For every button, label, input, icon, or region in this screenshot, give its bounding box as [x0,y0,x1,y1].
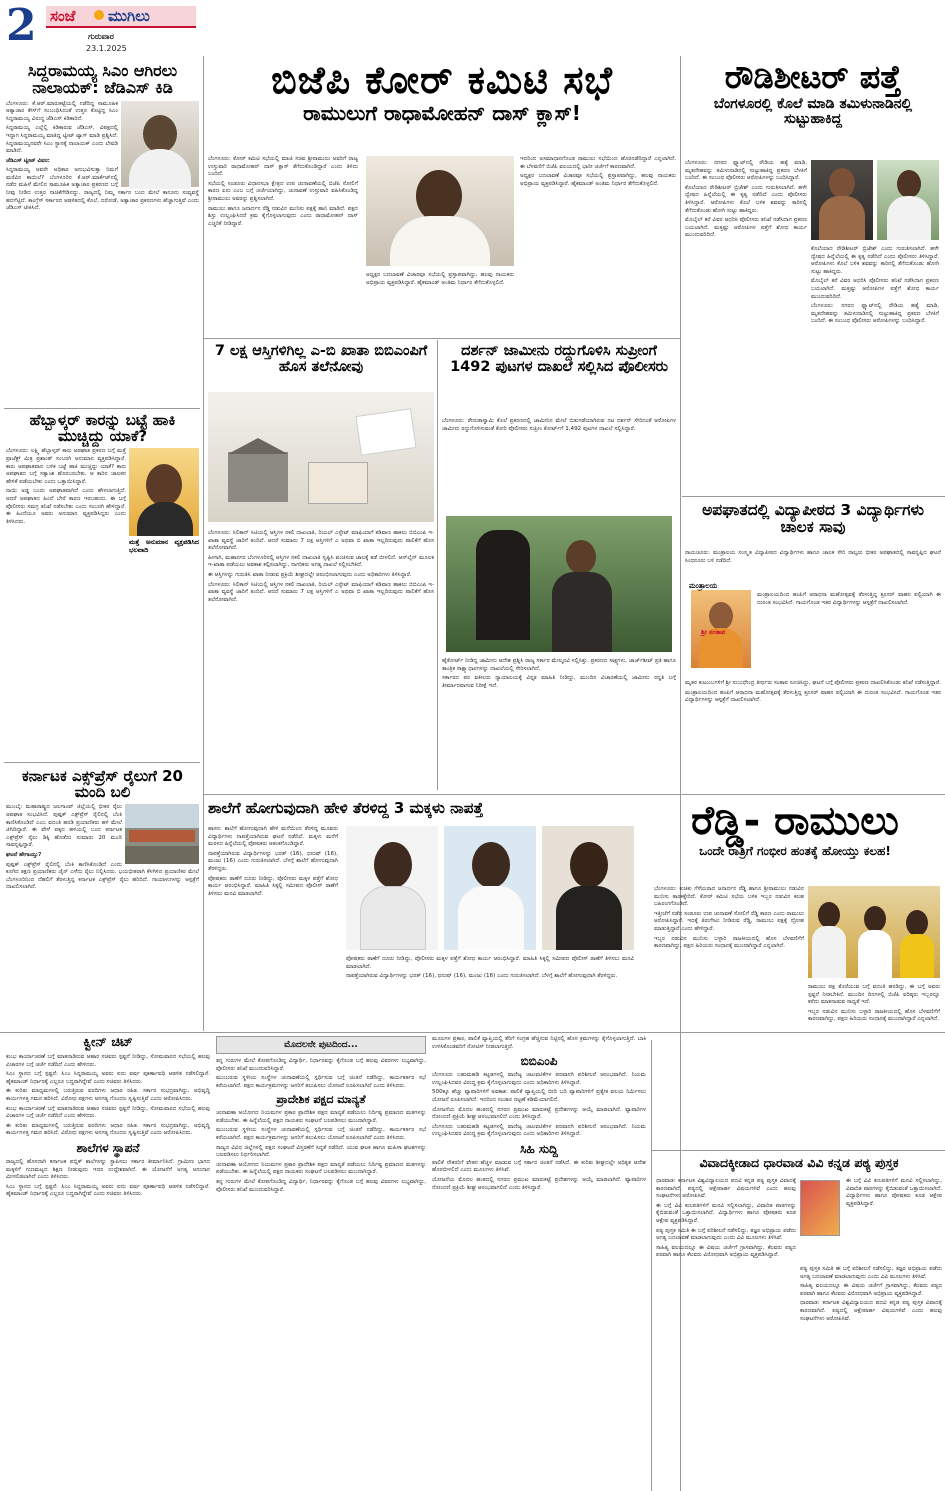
paragraph: ಬೆಂಗಳೂರು: ಸಿಲಿಕಾನ್ ಸಿಟಿಯಲ್ಲಿ ಆಸ್ತಿಗಳ ನಕಲಿ ದಾಖಲಾತಿ, ರಿಯಲ್ ಎಸ್ಟೇಟ್ ಮಾಫಿಯಾಗೆ ಕಡಿವಾಣ ಹಾಕಲು ಬಿಬಿಎಂಪಿ ಇ-ಖಾತಾ ವ್ಯವಸ್ಥೆ ಜಾರಿಗೆ ತಂದಿದೆ. ಆದರೆ ಸುಮಾರು 7 ಲಕ್ಷ ಆಸ್ತಿಗಳಿಗೆ ಎ ಅಥವಾ ಬಿ ಖಾತಾ ಇಲ್ಲದಿರುವುದು ಪಾಲಿಕೆಗೆ ಹೊಸ ತಲೆನೋವಾಗಿದೆ. [208,581,434,603]
paragraph: ಕುಂಭ ಕಾರ್ಯಾಚರಣೆ ಬಗ್ಗೆ ಮಾತನಾಡಿರುವ ಆಹಾರ ಸಚಿವರು ಸ್ಪಷ್ಟನೆ ನೀಡಿದ್ದು, ಸೋಮವಾರದ ಸಭೆಯಲ್ಲಿ ಹಲವು ವಿಚಾರಗಳ ಬಗ್ಗೆ ಚರ್ಚೆ ನಡೆದಿದೆ ಎಂದು ಹೇಳಿದರು. [6,1054,210,1068]
article-bbmp [432,1036,646,1491]
reddy-ramulu-photo [808,886,940,978]
paragraph: ಪಠ್ಯ ಪುಸ್ತಕ ಸಮಿತಿ ಈ ಬಗ್ಗೆ ಪರಿಶೀಲನೆ ನಡೆಸಲಿದ್ದು, ತಜ್ಞರ ಅಭಿಪ್ರಾಯ ಪಡೆದು ಅಗತ್ಯ ಬದಲಾವಣೆ ಮಾಡಲಾಗುವುದು ಎಂದು ವಿವಿ ಮೂಲಗಳು ತಿಳಿಸಿವೆ. [800,1266,942,1280]
paragraph: ಮುಂಬರುವ ಸ್ಥಳೀಯ ಸಂಸ್ಥೆಗಳ ಚುನಾವಣೆಯಲ್ಲಿ ಸ್ಪರ್ಧಿಸುವ ಬಗ್ಗೆ ಚಿಂತನೆ ನಡೆದಿದ್ದು, ಕಾರ್ಯಕರ್ತರ ಸಭೆ ಕರೆಯಲಾಗಿದೆ. ಪಕ್ಷದ ಕಾರ್ಯಕ್ರಮಗಳನ್ನು ಜನರಿಗೆ ತಲುಪಿಸಲು ಯೋಜನೆ ರೂಪಿಸಲಾಗಿದೆ ಎಂದು ತಿಳಿಸಿದರು. [216,1127,426,1142]
paragraph: ಹಾಸನ: ಶಾಲೆಗೆ ಹೋಗುವುದಾಗಿ ಹೇಳಿ ಮನೆಯಿಂದ ತೆರಳಿದ್ದ ಮೂವರು ವಿದ್ಯಾರ್ಥಿಗಳು ನಾಪತ್ತೆಯಾಗಿರುವ ಘಟನೆ ನಡೆದಿದೆ. ಮಕ್ಕಳು ಮನೆಗೆ ಮರಳದ ಹಿನ್ನೆಲೆಯಲ್ಲಿ ಪೋಷಕರು ಆತಂಕಗೊಂಡಿದ್ದಾರೆ. [208,826,338,848]
paragraph: ರಾಮುಲು ಹಾಗೂ ಜನಾರ್ದನ ರೆಡ್ಡಿ ನಡುವಿನ ಮುನಿಸು ಪಕ್ಷಕ್ಕೆ ಹಾನಿ ಮಾಡಿದೆ. ಪಕ್ಷದ ಶಿಸ್ತು ಉಲ್ಲಂಘಿಸಿದರೆ ಕ್ರಮ ಕೈಗೊಳ್ಳಲಾಗುವುದು ಎಂದು ರಾಧಾಮೋಹನ್ ದಾಸ್ ಎಚ್ಚರಿಕೆ ನೀಡಿದ್ದಾರೆ. [208,205,358,227]
photo-caption: ಮತ್ತೆ ಅನುಮಾನ ವ್ಯಕ್ತಪಡಿಸಿದ ಭಲವಾದಿ [129,538,199,555]
kid-photo-2 [444,826,536,950]
paragraph: ಕೊಲೆಯಾದ ರೌಡಿಶೀಟರ್ ಬ್ರಿಜೇಶ್ ಎಂದು ಗುರುತಿಸಲಾಗಿದೆ. ಹಳೇ ದ್ವೇಷದ ಹಿನ್ನೆಲೆಯಲ್ಲಿ ಈ ಕೃತ್ಯ ನಡೆದಿದೆ ಎಂದು ಪೊಲೀಸರು ತಿಳಿಸಿದ್ದಾರೆ. ಆರೋಪಿಗಳು ಕೊಲೆ ಬಳಿಕ ಶವವನ್ನು ಕಾರಿನಲ್ಲಿ ತೆಗೆದುಕೊಂಡು ಹೋಗಿ ಸುಟ್ಟು ಹಾಕಿದ್ದರು. [811,246,939,275]
subhead: ಸಿಹಿ ಸುದ್ದಿ [520,1141,558,1156]
paragraph: ಚುನಾವಣಾ ಆಯೋಗದ ನಿಯಮಗಳ ಪ್ರಕಾರ ಪ್ರಾದೇಶಿಕ ಪಕ್ಷದ ಮಾನ್ಯತೆ ಪಡೆಯಲು ನಿರ್ದಿಷ್ಟ ಪ್ರಮಾಣದ ಮತಗಳನ್ನು ಪಡೆಯಬೇಕು. ಈ ಹಿನ್ನೆಲೆಯಲ್ಲಿ ಪಕ್ಷದ ನಾಯಕರು ಸಂಘಟನೆ ಬಲಪಡಿಸಲು ಮುಂದಾಗಿದ್ದಾರೆ. [216,1161,426,1176]
paragraph: ಬೆಂಗಳೂರು: ಕೆ.ಆರ್.ಮಾರುಕಟ್ಟೆಯಲ್ಲಿ ನಡೆದಿದ್ದ ಸಾಮೂಹಿಕ ಅತ್ಯಾಚಾರ ಕೇಸ್‌ಗೆ ಸಂಬಂಧಿಸಿದಂತೆ ಉತ್ತರ ಕೊಟ್ಟಿದ್ದ ಸಿಎಂ ಸಿದ್ದರಾಮಯ್ಯ ವಿರುದ್ಧ ಜೆಡಿಎಸ್ ಕಿಡಿಕಾರಿದೆ. [6,100,118,122]
paragraph: ರಾಜ್ಯದಲ್ಲಿ ಹೊಸದಾಗಿ ಕರ್ನಾಟಕ ಪಬ್ಲಿಕ್ ಶಾಲೆಗಳನ್ನು ಸ್ಥಾಪಿಸಲು ಸರ್ಕಾರ ತೀರ್ಮಾನಿಸಿದೆ. ಗ್ರಾಮೀಣ ಭಾಗದ ಮಕ್ಕಳಿಗೆ ಗುಣಮಟ್ಟದ ಶಿಕ್ಷಣ ನೀಡುವುದು ಇದರ ಉದ್ದೇಶವಾಗಿದೆ. ಈ ಯೋಜನೆಗೆ ಅಗತ್ಯ ಅನುದಾನ ಮೀಸಲಿಡಲಾಗಿದೆ ಎಂದು ತಿಳಿಸಿದರು. [6,1158,210,1181]
headline: ಕರ್ನಾಟಕ ಎಕ್ಸ್‌ಪ್ರೆಸ್ ರೈಲುಗೆ 20 ಮಂದಿ ಬಲಿ [22,768,183,802]
article-train [6,768,199,1030]
paragraph: ಹೀಗಾಗಿ, ಮಹಾನಗರ ಬೆಂಗಳೂರಿನಲ್ಲಿ ಆಸ್ತಿಗಳ ನಕಲಿ ದಾಖಲಾತಿ ಸೃಷ್ಟಿಸಿ ವಂಚಿಸುವ ಜಾಲಕ್ಕೆ ತಡೆ ಬೀಳಲಿದೆ. ಆನ್‌ಲೈನ್ ಮೂಲಕ ಇ-ಖಾತಾ ಪಡೆಯಲು ಅವಕಾಶ ಕಲ್ಪಿಸಲಾಗಿದ್ದು, ನಾಗರಿಕರು ಅಗತ್ಯ ದಾಖಲೆ ಸಲ್ಲಿಸಬೇಕಿದೆ. [208,554,434,569]
accused-photo-1 [811,160,873,240]
paragraph: ಇಬ್ಬರ ನಡುವಿನ ಮುನಿಸು ಬಳ್ಳಾರಿ ರಾಜಕೀಯದಲ್ಲಿ ಹೊಸ ಬೆಳವಣಿಗೆಗೆ ಕಾರಣವಾಗಿದ್ದು, ಪಕ್ಷದ ಹಿರಿಯರು ಸಂಧಾನಕ್ಕೆ ಮುಂದಾಗಿದ್ದಾರೆ ಎನ್ನಲಾಗಿದೆ. [808,1008,940,1023]
weekday: ಗುರುವಾರ [88,32,114,41]
article-accident [685,502,941,792]
paragraph: ಮೃತರ ಕುಟುಂಬಗಳಿಗೆ ಶ್ರೀ ಸುಬುಧೇಂದ್ರ ತೀರ್ಥರು ಸಂತಾಪ ಸೂಚಿಸಿದ್ದು, ಘಟನೆ ಬಗ್ಗೆ ಪೊಲೀಸರು ಪ್ರಕರಣ ದಾಖಲಿಸಿಕೊಂಡು ತನಿಖೆ ನಡೆಸುತ್ತಿದ್ದಾರೆ. [685,680,941,686]
kid-photo-1 [346,826,438,950]
paragraph: ಪೋಷಕರು ಠಾಣೆಗೆ ದೂರು ನೀಡಿದ್ದು, ಪೊಲೀಸರು ಮಕ್ಕಳ ಪತ್ತೆಗೆ ಶೋಧ ಕಾರ್ಯ ಆರಂಭಿಸಿದ್ದಾರೆ. ಮಾಹಿತಿ ಸಿಕ್ಕಲ್ಲಿ ಸಮೀಪದ ಪೊಲೀಸ್ ಠಾಣೆಗೆ ತಿಳಿಸಲು ಮನವಿ ಮಾಡಲಾಗಿದೆ. [208,875,338,897]
paragraph: ಯೋಜನೆಯ ಮೊದಲ ಹಂತದಲ್ಲಿ ನಗರದ ಪ್ರಮುಖ ಮಾರುಕಟ್ಟೆ ಪ್ರದೇಶಗಳನ್ನು ಆಯ್ಕೆ ಮಾಡಲಾಗಿದೆ. ವ್ಯಾಪಾರಿಗಳ ನೋಂದಣಿ ಪ್ರಕ್ರಿಯೆ ಶೀಘ್ರ ಆರಂಭವಾಗಲಿದೆ ಎಂದು ತಿಳಿಸಿದ್ದಾರೆ. [432,1106,646,1121]
subhead: ಜೆಡಿಎಸ್ ಟ್ವೀಟ್ ವಿವರ: [6,157,50,164]
article-textbook [656,1156,942,1491]
paragraph: ಯೋಜನೆಯ ಮೊದಲ ಹಂತದಲ್ಲಿ ನಗರದ ಪ್ರಮುಖ ಮಾರುಕಟ್ಟೆ ಪ್ರದೇಶಗಳನ್ನು ಆಯ್ಕೆ ಮಾಡಲಾಗಿದೆ. ವ್ಯಾಪಾರಿಗಳ ನೋಂದಣಿ ಪ್ರಕ್ರಿಯೆ ಶೀಘ್ರ ಆರಂಭವಾಗಲಿದೆ ಎಂದು ತಿಳಿಸಿದ್ದಾರೆ. [432,1177,646,1191]
paragraph: ಪೋಷಕರು ಠಾಣೆಗೆ ದೂರು ನೀಡಿದ್ದು, ಪೊಲೀಸರು ಮಕ್ಕಳ ಪತ್ತೆಗೆ ಶೋಧ ಕಾರ್ಯ ಆರಂಭಿಸಿದ್ದಾರೆ. ಮಾಹಿತಿ ಸಿಕ್ಕಲ್ಲಿ ಸಮೀಪದ ಪೊಲೀಸ್ ಠಾಣೆಗೆ ತಿಳಿಸಲು ಮನವಿ ಮಾಡಲಾಗಿದೆ. [346,956,634,970]
paragraph: ಈ ಕುರಿತು ಮಾಧ್ಯಮಗಳಲ್ಲಿ ಬರುತ್ತಿರುವ ವರದಿಗಳು ಆಧಾರ ರಹಿತ. ಸರ್ಕಾರ ಸುಭದ್ರವಾಗಿದ್ದು, ಅಭಿವೃದ್ಧಿ ಕಾರ್ಯಗಳತ್ತ ಗಮನ ಹರಿಸಿದೆ. ವಿರೋಧ ಪಕ್ಷಗಳು ಅನಗತ್ಯ ಗೊಂದಲ ಸೃಷ್ಟಿಸುತ್ತಿವೆ ಎಂದು ಆರೋಪಿಸಿದರು. [6,1122,210,1137]
subheadline: ಬೆಂಗಳೂರಲ್ಲಿ ಕೊಲೆ ಮಾಡಿ ತಮಿಳುನಾಡಿನಲ್ಲಿ ಸುಟ್ಟುಹಾಕಿದ್ದ [713,95,913,127]
brand-name-left: ಸಂಜೆ [50,7,76,25]
subheadline: ಒಂದೇ ರಾತ್ರಿಗೆ ಗಂಭೀರ ಹಂತಕ್ಕೆ ಹೋಯ್ತು ಕಲಹ! [699,844,891,859]
paragraph: ಪಠ್ಯ ಪುಸ್ತಕ ಸಮಿತಿ ಈ ಬಗ್ಗೆ ಪರಿಶೀಲನೆ ನಡೆಸಲಿದ್ದು, ತಜ್ಞರ ಅಭಿಪ್ರಾಯ ಪಡೆದು ಅಗತ್ಯ ಬದಲಾವಣೆ ಮಾಡಲಾಗುವುದು ಎಂದು ವಿವಿ ಮೂಲಗಳು ತಿಳಿಸಿವೆ. [656,1227,796,1242]
paragraph: ರಾಮುಲು ಪಕ್ಷ ತೊರೆಯುವ ಬಗ್ಗೆ ವದಂತಿ ಹರಡಿದ್ದು, ಈ ಬಗ್ಗೆ ಅವರು ಸ್ಪಷ್ಟನೆ ನೀಡಬೇಕಿದೆ. ಮುಂದಿನ ದಿನಗಳಲ್ಲಿ ಬಿಜೆಪಿ ವರಿಷ್ಠರು ಇಬ್ಬರನ್ನೂ ಕರೆದು ಮಾತನಾಡುವ ಸಾಧ್ಯತೆ ಇದೆ. [808,984,940,1006]
paragraph: ಬೆಂಗಳೂರು: ರೇಣುಕಾಸ್ವಾಮಿ ಕೊಲೆ ಪ್ರಕರಣದಲ್ಲಿ ಜಾಮೀನಿನ ಮೇಲೆ ಬಿಡುಗಡೆಯಾಗಿರುವ ನಟ ದರ್ಶನ್ ಸೇರಿದಂತೆ ಆರೋಪಿಗಳ ಜಾಮೀನು ರದ್ದುಗೊಳಿಸುವಂತೆ ಕೋರಿ ಪೊಲೀಸರು ಸುಪ್ರೀಂ ಕೋರ್ಟ್‌ಗೆ 1,492 ಪುಟಗಳ ದಾಖಲೆ ಸಲ್ಲಿಸಿದ್ದಾರೆ. [442,418,676,432]
subhead: ಬಿಬಿಎಂಪಿ [520,1054,558,1069]
paragraph: 500ಕ್ಕೂ ಹೆಚ್ಚು ವ್ಯಾಪಾರಿಗಳಿಗೆ ಅವಕಾಶ: ಪಾಲಿಕೆ ವ್ಯಾಪ್ತಿಯಲ್ಲಿ ಬೀದಿ ಬದಿ ವ್ಯಾಪಾರಿಗಳಿಗೆ ಪ್ರತ್ಯೇಕ ವಲಯ ನಿರ್ಮಿಸಲು ಯೋಜನೆ ರೂಪಿಸಲಾಗಿದೆ. ಇದರಿಂದ ಸಂಚಾರ ದಟ್ಟಣೆ ಕಡಿಮೆಯಾಗಲಿದೆ. [432,1089,646,1103]
article-rowdy [685,60,941,492]
paragraph: ಸಾಹಿತ್ಯ ವಲಯದಲ್ಲೂ ಈ ವಿಷಯ ಚರ್ಚೆಗೆ ಗ್ರಾಸವಾಗಿದ್ದು, ಕೆಲವರು ಪಠ್ಯದ ಪರವಾಗಿ ಹಾಗೂ ಕೆಲವರು ವಿರೋಧವಾಗಿ ಅಭಿಪ್ರಾಯ ವ್ಯಕ್ತಪಡಿಸಿದ್ದಾರೆ. [800,1283,942,1297]
paragraph: ಮೂಲಗಳ ಪ್ರಕಾರ, ಪಾಲಿಕೆ ವ್ಯಾಪ್ತಿಯಲ್ಲಿ ತೆರಿಗೆ ಸಂಗ್ರಹ ಹೆಚ್ಚಿಸುವ ನಿಟ್ಟಿನಲ್ಲಿ ಹೊಸ ಕ್ರಮಗಳನ್ನು ಕೈಗೊಳ್ಳಲಾಗುತ್ತಿದೆ. ಬಾಕಿ ಉಳಿಸಿಕೊಂಡವರಿಗೆ ನೋಟಿಸ್ ನೀಡಲಾಗುತ್ತಿದೆ. [432,1036,646,1050]
darshan-photo [446,516,672,652]
sun-icon [94,10,104,20]
sriramulu-photo [366,156,514,266]
subhead: ಪ್ರಾದೇಶಿಕ ಪಕ್ಷದ ಮಾನ್ಯತೆ [276,1093,366,1107]
paragraph: ಬೆಂಗಳೂರು: ನಗರದ ಫ್ಲ್ಯಾಟ್‌ನಲ್ಲಿ ರೌಡಿಯ ಹತ್ಯೆ ಮಾಡಿ, ಮೃತದೇಹವನ್ನು ತಮಿಳುನಾಡಿನಲ್ಲಿ ಸುಟ್ಟುಹಾಕಿದ್ದ ಪ್ರಕರಣ ಬೆಳಕಿಗೆ ಬಂದಿದೆ. ಈ ಸಂಬಂಧ ಪೊಲೀಸರು ಆರೋಪಿಗಳನ್ನು ಬಂಧಿಸಿದ್ದಾರೆ. [685,160,807,182]
paragraph: ಈ ಆಸ್ತಿಗಳನ್ನು ಗುರುತಿಸಿ ಖಾತಾ ನೀಡುವ ಪ್ರಕ್ರಿಯೆ ಶೀಘ್ರದಲ್ಲೇ ಆರಂಭಿಸಲಾಗುವುದು ಎಂದು ಅಧಿಕಾರಿಗಳು ತಿಳಿಸಿದ್ದಾರೆ. [208,571,412,578]
paragraph: ಬೆಂಗಳೂರು: ನಗರದ ಫ್ಲ್ಯಾಟ್‌ನಲ್ಲಿ ರೌಡಿಯ ಹತ್ಯೆ ಮಾಡಿ, ಮೃತದೇಹವನ್ನು ತಮಿಳುನಾಡಿನಲ್ಲಿ ಸುಟ್ಟುಹಾಕಿದ್ದ ಪ್ರಕರಣ ಬೆಳಕಿಗೆ ಬಂದಿದೆ. ಈ ಸಂಬಂಧ ಪೊಲೀಸರು ಆರೋಪಿಗಳನ್ನು ಬಂಧಿಸಿದ್ದಾರೆ. [811,303,939,325]
headline: 7 ಲಕ್ಷ ಆಸ್ತಿಗಳಿಗಿಲ್ಲ ಎ-ಬಿ ಖಾತಾ ಬಿಬಿಎಂಪಿಗೆ ಹೊಸ ತಲೆನೋವು [214,344,428,375]
headline: ವಿವಾದಕ್ಕೀಡಾದ ಧಾರವಾಡ ವಿವಿ ಕನ್ನಡ ಪಠ್ಯ ಪುಸ್ತಕ [699,1156,899,1170]
paragraph: ಬೆಂಗಳೂರು: ಲಕ್ಷ್ಮಿ ಹೆಬ್ಬಾಳ್ಕರ್ ಕಾರು ಅಪಘಾತ ಪ್ರಕರಣ ಬಗ್ಗೆ ಮತ್ತೆ ಪ್ರಾಜೆಕ್ಟ್ ಮಿತ್ರ ಪ್ರಶಾಂತ್ ಸಂಬರಗಿ ಅನುಮಾನ ವ್ಯಕ್ತಪಡಿಸಿದ್ದಾರೆ. ಕಾರು ಅಪಘಾತವಾದ ಬಳಿಕ ಬಟ್ಟೆ ಹಾಕಿ ಮುಚ್ಚಿದ್ದು ಯಾಕೆ? ಕಾರು ಅಪಘಾತದ ಬಗ್ಗೆ ಸತ್ಯಾಂಶ ಹೊರಬರಬೇಕು. ಆ ಕಾರಿನ ಚಾಲಕನ ಹೇಳಿಕೆ ಪಡೆಯಬೇಕು ಎಂದು ಒತ್ತಾಯಿಸಿದ್ದಾರೆ. [6,448,126,485]
kid-photo-3 [542,826,634,950]
paragraph: ನಾಪತ್ತೆಯಾಗಿರುವ ವಿದ್ಯಾರ್ಥಿಗಳನ್ನು ಭರತ್ (16), ಧನುಷ್ (16), ಮಂಜು (16) ಎಂದು ಗುರುತಿಸಲಾಗಿದೆ. ಬೆಳಗ್ಗೆ ಶಾಲೆಗೆ ಹೋಗುವುದಾಗಿ ತೆರಳಿದ್ದರು. [346,973,618,980]
paragraph: ಸಿಎಂ ಸ್ಥಾನದ ಬಗ್ಗೆ ಸ್ಪಷ್ಟನೆ: ಸಿಎಂ ಸಿದ್ದರಾಮಯ್ಯ ಅವರು ಐದು ವರ್ಷ ಪೂರ್ಣಾವಧಿ ಆಡಳಿತ ನಡೆಸಲಿದ್ದಾರೆ. ಹೈಕಮಾಂಡ್ ನಿರ್ಧಾರಕ್ಕೆ ಎಲ್ಲರೂ ಬದ್ಧರಾಗಿದ್ದೇವೆ ಎಂದು ಸಚಿವರು ತಿಳಿಸಿದರು. [6,1183,210,1198]
headline: ಶಾಲೆಗೆ ಹೋಗುವುದಾಗಿ ಹೇಳಿ ತೆರಳಿದ್ದ 3 ಮಕ್ಕಳು ನಾಪತ್ತೆ [208,800,484,817]
paragraph: ಮೊಬೈಲ್ ಕರೆ ವಿವರ ಆಧರಿಸಿ ಪೊಲೀಸರು ತನಿಖೆ ನಡೆಸಿದಾಗ ಪ್ರಕರಣ ಬಯಲಾಗಿದೆ. ಮತ್ತಷ್ಟು ಆರೋಪಿಗಳ ಪತ್ತೆಗೆ ಶೋಧ ಕಾರ್ಯ ಮುಂದುವರಿದಿದೆ. [811,278,939,300]
paragraph: ಪುಷ್ಪಕ್ ಎಕ್ಸ್‌ಪ್ರೆಸ್ ರೈಲಿನಲ್ಲಿ ಬೆಂಕಿ ಕಾಣಿಸಿಕೊಂಡಿದೆ ಎಂದು ಕೂಗಿದ ತಕ್ಷಣ ಪ್ರಯಾಣಿಕರು ಚೈನ್ ಎಳೆದು ರೈಲು ನಿಲ್ಲಿಸಿದರು. ಭಯಭೀತರಾಗಿ ಕೆಳಗಿಳಿದ ಪ್ರಯಾಣಿಕರ ಮೇಲೆ ಬೆಂಗಳೂರಿನಿಂದ ದೆಹಲಿಗೆ ತೆರಳುತ್ತಿದ್ದ ಕರ್ನಾಟಕ ಎಕ್ಸ್‌ಪ್ರೆಸ್ ರೈಲು ಹರಿದಿದೆ. ಗಾಯಾಳುಗಳನ್ನು ಆಸ್ಪತ್ರೆಗೆ ದಾಖಲಿಸಲಾಗಿದೆ. [6,861,199,891]
paragraph: ಧಾರವಾಡ: ಕರ್ನಾಟಕ ವಿಶ್ವವಿದ್ಯಾಲಯದ ಪದವಿ ಕನ್ನಡ ಪಠ್ಯ ಪುಸ್ತಕ ವಿವಾದಕ್ಕೆ ಕಾರಣವಾಗಿದೆ. ಪಠ್ಯದಲ್ಲಿ ಆಕ್ಷೇಪಾರ್ಹ ವಿಷಯಗಳಿವೆ ಎಂದು ಹಲವು ಸಂಘಟನೆಗಳು ಆರೋಪಿಸಿವೆ. [800,1300,942,1322]
headline: ಸಿದ್ದರಾಮಯ್ಯ ಸಿಎಂ ಆಗಿರಲು ನಾಲಾಯಕ್: ಜೆಡಿಎಸ್ ಕಿಡಿ [27,62,178,98]
paragraph: ಪಾಲಿಕೆ ನೌಕರರಿಗೆ ವೇತನ ಹೆಚ್ಚಳ ಮಾಡುವ ಬಗ್ಗೆ ಸರ್ಕಾರ ಚಿಂತನೆ ನಡೆಸಿದೆ. ಈ ಕುರಿತು ಶೀಘ್ರದಲ್ಲೇ ಅಧಿಕೃತ ಆದೇಶ ಹೊರಬೀಳಲಿದೆ ಎಂದು ಮೂಲಗಳು ತಿಳಿಸಿವೆ. [432,1159,646,1174]
paragraph: ಸಿದ್ದರಾಮಯ್ಯ ಎಲ್ಲೆಲ್ಲಿ ಕಿಡಿಕಾರುವ ಜೆಡಿಎಸ್, ವಿಪಕ್ಷದಲ್ಲಿ ಇದ್ದಾಗ ಸಿದ್ದರಾಮಯ್ಯ ಮಾತಿದ್ದ ಟ್ವೀಟ್ ಟ್ಯಾಗ್ ಮಾಡಿ ಪ್ರಶ್ನಿಸಿದೆ. ಸಿದ್ದರಾಮಯ್ಯನವರೇ ಸಿಎಂ ಸ್ಥಾನಕ್ಕೆ ನಾಲಾಯಕ್ ಎಂದು ಲೇವಡಿ ಮಾಡಿದೆ. [6,125,118,155]
brand-name-right: ಮುಗಿಲು [108,7,150,25]
article-darshan [442,344,676,790]
paragraph: ಕುಂಭ ಕಾರ್ಯಾಚರಣೆ ಬಗ್ಗೆ ಮಾತನಾಡಿರುವ ಆಹಾರ ಸಚಿವರು ಸ್ಪಷ್ಟನೆ ನೀಡಿದ್ದು, ಸೋಮವಾರದ ಸಭೆಯಲ್ಲಿ ಹಲವು ವಿಚಾರಗಳ ಬಗ್ಗೆ ಚರ್ಚೆ ನಡೆದಿದೆ ಎಂದು ಹೇಳಿದರು. [6,1105,210,1120]
subhead: ಶಾಲೆಗಳ ಸ್ಥಾಪನೆ [76,1140,140,1155]
paragraph: ಸಭೆಯಲ್ಲಿ ಸಂಡೂರು ವಿಧಾನಸಭಾ ಕ್ಷೇತ್ರದ ಉಪ ಚುನಾವಣೆಯಲ್ಲಿ ಬಿಜೆಪಿ ಸೋಲಿಗೆ ಕಾರಣ ಏನು ಎಂಬ ಬಗ್ಗೆ ಚರ್ಚೆಯಾಗಿದ್ದು, ಚುನಾವಣೆ ಉಸ್ತುವಾರಿ ವಹಿಸಿಕೊಂಡಿದ್ದ ಶ್ರೀರಾಮುಲು ಅವರನ್ನು ಪ್ರಶ್ನಿಸಲಾಗಿದೆ. [208,180,358,202]
paragraph: ಚುನಾವಣಾ ಆಯೋಗದ ನಿಯಮಗಳ ಪ್ರಕಾರ ಪ್ರಾದೇಶಿಕ ಪಕ್ಷದ ಮಾನ್ಯತೆ ಪಡೆಯಲು ನಿರ್ದಿಷ್ಟ ಪ್ರಮಾಣದ ಮತಗಳನ್ನು ಪಡೆಯಬೇಕು. ಈ ಹಿನ್ನೆಲೆಯಲ್ಲಿ ಪಕ್ಷದ ನಾಯಕರು ಸಂಘಟನೆ ಬಲಪಡಿಸಲು ಮುಂದಾಗಿದ್ದಾರೆ. [216,1110,426,1124]
masthead [0,0,200,56]
continued-banner: ಮೊದಲನೇ ಪುಟದಿಂದ... [216,1036,426,1054]
paragraph: ರಾಜ್ಯದ ವಿವಿಧ ಜಿಲ್ಲೆಗಳಲ್ಲಿ ಪಕ್ಷದ ಸಂಘಟನೆ ವಿಸ್ತರಣೆಗೆ ಸಿದ್ಧತೆ ನಡೆದಿದೆ. ಯುವ ಘಟಕ ಹಾಗೂ ಮಹಿಳಾ ಘಟಕಗಳನ್ನು ಬಲಪಡಿಸಲು ನಿರ್ಧರಿಸಲಾಗಿದೆ. [216,1144,426,1159]
paragraph: ಇಬ್ಬರ ನಡುವಿನ ಮುನಿಸು ಬಳ್ಳಾರಿ ರಾಜಕೀಯದಲ್ಲಿ ಹೊಸ ಬೆಳವಣಿಗೆಗೆ ಕಾರಣವಾಗಿದ್ದು, ಪಕ್ಷದ ಹಿರಿಯರು ಸಂಧಾನಕ್ಕೆ ಮುಂದಾಗಿದ್ದಾರೆ ಎನ್ನಲಾಗಿದೆ. [654,935,804,950]
article-jds [6,62,199,412]
paragraph: ನಾಯಿ ಅಡ್ಡ ಬಂದು ಅಪಘಾತವಾಗಿದೆ ಎಂದು ಹೇಳಲಾಗುತ್ತಿದೆ. ಆದರೆ ಅಪಘಾತದ ಹಿಂದೆ ಬೇರೆ ಕಾರಣ ಇರಬಹುದು. ಈ ಬಗ್ಗೆ ಪೊಲೀಸರು ಸಮಗ್ರ ತನಿಖೆ ನಡೆಸಬೇಕು ಎಂದು ಸಂಬರಗಿ ಹೇಳಿದ್ದಾರೆ. ಈ ಹಿಂದೆಯೂ ಅವರು ಅನುಮಾನ ವ್ಯಕ್ತಪಡಿಸಿದ್ದರು ಎಂದು ತಿಳಿಸಿದರು. [6,488,126,525]
paragraph: ಈ ಬಗ್ಗೆ ವಿವಿ ಕುಲಪತಿಗಳಿಗೆ ಮನವಿ ಸಲ್ಲಿಸಲಾಗಿದ್ದು, ವಿವಾದಿತ ಪಾಠಗಳನ್ನು ಕೈಬಿಡುವಂತೆ ಒತ್ತಾಯಿಸಲಾಗಿದೆ. ವಿದ್ಯಾರ್ಥಿಗಳು ಹಾಗೂ ಪೋಷಕರು ಕೂಡ ಆಕ್ಷೇಪ ವ್ಯಕ್ತಪಡಿಸಿದ್ದಾರೆ. [846,1178,942,1207]
paragraph: ಬೆಂಗಳೂರು: ಕೋರ್ ಕಮಿಟಿ ಸಭೆಯಲ್ಲಿ ಮಾಜಿ ಸಚಿವ ಶ್ರೀರಾಮುಲು ಅವರಿಗೆ ರಾಜ್ಯ ಉಸ್ತುವಾರಿ ರಾಧಾಮೋಹನ್ ದಾಸ್ ಕ್ಲಾಸ್ ತೆಗೆದುಕೊಂಡಿದ್ದಾರೆ ಎಂದು ತಿಳಿದು ಬಂದಿದೆ. [208,156,358,178]
paragraph: ಮುಂಬರುವ ಸ್ಥಳೀಯ ಸಂಸ್ಥೆಗಳ ಚುನಾವಣೆಯಲ್ಲಿ ಸ್ಪರ್ಧಿಸುವ ಬಗ್ಗೆ ಚಿಂತನೆ ನಡೆದಿದ್ದು, ಕಾರ್ಯಕರ್ತರ ಸಭೆ ಕರೆಯಲಾಗಿದೆ. ಪಕ್ಷದ ಕಾರ್ಯಕ್ರಮಗಳನ್ನು ಜನರಿಗೆ ತಲುಪಿಸಲು ಯೋಜನೆ ರೂಪಿಸಲಾಗಿದೆ ಎಂದು ತಿಳಿಸಿದರು. [216,1075,426,1089]
headline: ರೆಡ್ಡಿ- ರಾಮುಲು [691,800,899,844]
subhead: ಘಟನೆ ಹೇಗಾಯ್ತು? [6,851,42,858]
paragraph: ಬೆಂಗಳೂರು: ಸಿಲಿಕಾನ್ ಸಿಟಿಯಲ್ಲಿ ಆಸ್ತಿಗಳ ನಕಲಿ ದಾಖಲಾತಿ, ರಿಯಲ್ ಎಸ್ಟೇಟ್ ಮಾಫಿಯಾಗೆ ಕಡಿವಾಣ ಹಾಕಲು ಬಿಬಿಎಂಪಿ ಇ-ಖಾತಾ ವ್ಯವಸ್ಥೆ ಜಾರಿಗೆ ತಂದಿದೆ. ಆದರೆ ಸುಮಾರು 7 ಲಕ್ಷ ಆಸ್ತಿಗಳಿಗೆ ಎ ಅಥವಾ ಬಿ ಖಾತಾ ಇಲ್ಲದಿರುವುದು ಪಾಲಿಕೆಗೆ ಹೊಸ ತಲೆನೋವಾಗಿದೆ. [208,530,434,552]
brand-logo [46,6,196,28]
article-bjp-core [208,60,676,336]
paragraph: ಮುಂಬೈ: ಮಹಾರಾಷ್ಟ್ರದ ಜಲಗಾಂವ್ ಜಿಲ್ಲೆಯಲ್ಲಿ ಭೀಕರ ರೈಲು ಅಪಘಾತ ಸಂಭವಿಸಿದೆ. ಪುಷ್ಪಕ್ ಎಕ್ಸ್‌ಪ್ರೆಸ್ ರೈಲಿನಲ್ಲಿ ಬೆಂಕಿ ಕಾಣಿಸಿಕೊಂಡಿದೆ ಎಂಬ ವದಂತಿ ಹರಡಿ ಪ್ರಯಾಣಿಕರು ಹಳಿ ಮೇಲೆ ಜಿಗಿದಿದ್ದಾರೆ. ಈ ವೇಳೆ ಪಕ್ಕದ ಹಳಿಯಲ್ಲಿ ಬಂದ ಕರ್ನಾಟಕ ಎಕ್ಸ್‌ಪ್ರೆಸ್ ರೈಲು ಡಿಕ್ಕಿ ಹೊಡೆದು ಸುಮಾರು 20 ಮಂದಿ ಸಾವನ್ನಪ್ಪಿದ್ದಾರೆ. [6,804,122,849]
photo-caption-place: ಮಂತ್ರಾಲಯ [689,582,718,590]
paragraph: ಈ ಬಗ್ಗೆ ವಿವಿ ಕುಲಪತಿಗಳಿಗೆ ಮನವಿ ಸಲ್ಲಿಸಲಾಗಿದ್ದು, ವಿವಾದಿತ ಪಾಠಗಳನ್ನು ಕೈಬಿಡುವಂತೆ ಒತ್ತಾಯಿಸಲಾಗಿದೆ. ವಿದ್ಯಾರ್ಥಿಗಳು ಹಾಗೂ ಪೋಷಕರು ಕೂಡ ಆಕ್ಷೇಪ ವ್ಯಕ್ತಪಡಿಸಿದ್ದಾರೆ. [656,1202,796,1224]
paragraph: ಇದರಿಂದ ಅಸಮಾಧಾನಗೊಂಡ ರಾಮುಲು ಸಭೆಯಿಂದ ಹೊರನಡೆದಿದ್ದಾರೆ ಎನ್ನಲಾಗಿದೆ. ಈ ಬೆಳವಣಿಗೆ ಬಿಜೆಪಿ ವಲಯದಲ್ಲಿ ಭಾರೀ ಚರ್ಚೆಗೆ ಕಾರಣವಾಗಿದೆ. [520,156,676,170]
khata-photo [208,392,434,522]
paragraph: ಸರ್ಕಾರದ ಪರ ವಕೀಲರು ನ್ಯಾಯಾಲಯಕ್ಕೆ ವಿಸ್ತೃತ ಮಾಹಿತಿ ನೀಡಿದ್ದು, ಮುಂದಿನ ವಿಚಾರಣೆಯಲ್ಲಿ ಜಾಮೀನು ರದ್ದತಿ ಬಗ್ಗೆ ತೀರ್ಮಾನವಾಗುವ ನಿರೀಕ್ಷೆ ಇದೆ. [442,675,676,689]
headline: ದರ್ಶನ್ ಜಾಮೀನು ರದ್ದುಗೊಳಿಸಿ ಸುಪ್ರೀಂಗೆ 1492 ಪುಟಗಳ ದಾಖಲೆ ಸಲ್ಲಿಸಿದ ಪೊಲೀಸರು [450,344,668,375]
paragraph: ಅಧ್ಯಕ್ಷರ ಬದಲಾವಣೆ ವಿಚಾರವೂ ಸಭೆಯಲ್ಲಿ ಪ್ರಸ್ತಾಪವಾಗಿದ್ದು, ಹಲವು ನಾಯಕರು ಅಭಿಪ್ರಾಯ ವ್ಯಕ್ತಪಡಿಸಿದ್ದಾರೆ. ಹೈಕಮಾಂಡ್ ಅಂತಿಮ ನಿರ್ಧಾರ ತೆಗೆದುಕೊಳ್ಳಲಿದೆ. [520,173,676,187]
paragraph: ಬೆಂಗಳೂರು ಬಹುಮಹಡಿ ಕಟ್ಟಡಗಳಲ್ಲಿ ವಾಣಿಜ್ಯ ಚಟುವಟಿಕೆಗಳ ಪರವಾನಗಿ ಪರಿಶೀಲನೆ ಆರಂಭವಾಗಿದೆ. ನಿಯಮ ಉಲ್ಲಂಘಿಸಿದವರ ವಿರುದ್ಧ ಕ್ರಮ ಕೈಗೊಳ್ಳಲಾಗುವುದು ಎಂದು ಅಧಿಕಾರಿಗಳು ತಿಳಿಸಿದ್ದಾರೆ. [432,1072,646,1086]
paragraph: ಸಿದ್ದರಾಮಯ್ಯ ಅವರೇ ಅಧಿಕಾರ ಅನುಭವಿಸುತ್ತಾ ನಿಮಗೆ ಮರೆವಿನ ಕಾಯಿಲೆ? ಬೆಂಗಳೂರಿನ ಕೆ.ಆರ್.ಮಾರ್ಕೆಟ್‌ನಲ್ಲಿ ನಡೆದ ಮಹಿಳೆ ಮೇಲಿನ ಸಾಮೂಹಿಕ ಅತ್ಯಾಚಾರ ಪ್ರಕರಣದ ಬಗ್ಗೆ ನೀವು ನೀಡಿದ ಉತ್ತರ ನಾಚಿಕೆಗೇಡಿನದ್ದು. ರಾಜ್ಯದಲ್ಲಿ ನಿಮ್ಮ ಸರ್ಕಾರ ಬಂದ ಮೇಲೆ ಕಾನೂನು ಸುವ್ಯವಸ್ಥೆ ಹದಗೆಟ್ಟಿದೆ. ಕಾಂಗ್ರೆಸ್ ಸರ್ಕಾರದ ಆಡಳಿತದಲ್ಲಿ ಕೊಲೆ, ದರೋಡೆ, ಅತ್ಯಾಚಾರ ಪ್ರಕರಣಗಳು ಹೆಚ್ಚಾಗುತ್ತಿವೆ ಎಂದು ಜೆಡಿಎಸ್ ಟೀಕಿಸಿದೆ. [6,167,199,212]
photo-caption-name: ಶ್ರೀ ಸಂತಾಪ [701,628,726,636]
train-photo [125,804,199,864]
article-continued [216,1036,426,1491]
paragraph: ಸಿಎಂ ಸ್ಥಾನದ ಬಗ್ಗೆ ಸ್ಪಷ್ಟನೆ: ಸಿಎಂ ಸಿದ್ದರಾಮಯ್ಯ ಅವರು ಐದು ವರ್ಷ ಪೂರ್ಣಾವಧಿ ಆಡಳಿತ ನಡೆಸಲಿದ್ದಾರೆ. ಹೈಕಮಾಂಡ್ ನಿರ್ಧಾರಕ್ಕೆ ಎಲ್ಲರೂ ಬದ್ಧರಾಗಿದ್ದೇವೆ ಎಂದು ಸಚಿವರು ತಿಳಿಸಿದರು. [6,1071,210,1085]
issue-date: 23.1.2025 [86,44,127,53]
headline: ಬಿಜೆಪಿ ಕೋರ್ ಕಮಿಟಿ ಸಭೆ [271,60,613,102]
paragraph: ಸಾಹಿತ್ಯ ವಲಯದಲ್ಲೂ ಈ ವಿಷಯ ಚರ್ಚೆಗೆ ಗ್ರಾಸವಾಗಿದ್ದು, ಕೆಲವರು ಪಠ್ಯದ ಪರವಾಗಿ ಹಾಗೂ ಕೆಲವರು ವಿರೋಧವಾಗಿ ಅಭಿಪ್ರಾಯ ವ್ಯಕ್ತಪಡಿಸಿದ್ದಾರೆ. [656,1244,796,1259]
siddaramaiah-photo [121,101,199,187]
paragraph: ಇತ್ತೀಚೆಗೆ ನಡೆದ ಸಂಡೂರು ಉಪ ಚುನಾವಣೆ ಸೋಲಿಗೆ ರೆಡ್ಡಿ ಕಾರಣ ಎಂದು ರಾಮುಲು ಆರೋಪಿಸಿದ್ದಾರೆ. ಇದಕ್ಕೆ ತಿರುಗೇಟು ನೀಡಿರುವ ರೆಡ್ಡಿ, ರಾಮುಲು ಪಕ್ಷಕ್ಕೆ ದ್ರೋಹ ಮಾಡುತ್ತಿದ್ದಾರೆ ಎಂದು ಹೇಳಿದ್ದಾರೆ. [654,910,804,932]
article-kids-missing [208,800,638,1030]
paragraph: ನಾಪತ್ತೆಯಾಗಿರುವ ವಿದ್ಯಾರ್ಥಿಗಳನ್ನು ಭರತ್ (16), ಧನುಷ್ (16), ಮಂಜು (16) ಎಂದು ಗುರುತಿಸಲಾಗಿದೆ. ಬೆಳಗ್ಗೆ ಶಾಲೆಗೆ ಹೋಗುವುದಾಗಿ ತೆರಳಿದ್ದರು. [208,850,338,872]
paragraph: ತನ್ನ ಗುರುಗಳ ಮೇಲೆ ಕೋಪಗೊಂಡಿದ್ದ ವಿದ್ಯಾರ್ಥಿ, ನಿರ್ಧಾರವನ್ನು ಕೈಗೊಂಡ ಬಗ್ಗೆ ಹಲವು ವಿವರಗಳು ಲಭ್ಯವಾಗಿದ್ದು, ಪೊಲೀಸರು ತನಿಖೆ ಮುಂದುವರಿಸಿದ್ದಾರೆ. [216,1179,426,1193]
article-reddy-ramulu [648,800,942,1148]
article-hebbalkar [6,412,199,758]
paragraph: ಬೆಂಗಳೂರು ಬಹುಮಹಡಿ ಕಟ್ಟಡಗಳಲ್ಲಿ ವಾಣಿಜ್ಯ ಚಟುವಟಿಕೆಗಳ ಪರವಾನಗಿ ಪರಿಶೀಲನೆ ಆರಂಭವಾಗಿದೆ. ನಿಯಮ ಉಲ್ಲಂಘಿಸಿದವರ ವಿರುದ್ಧ ಕ್ರಮ ಕೈಗೊಳ್ಳಲಾಗುವುದು ಎಂದು ಅಧಿಕಾರಿಗಳು ತಿಳಿಸಿದ್ದಾರೆ. [432,1123,646,1138]
paragraph: ರಾಯಚೂರು: ಮಂತ್ರಾಲಯ ಸಂಸ್ಕೃತ ವಿದ್ಯಾಪೀಠದ ವಿದ್ಯಾರ್ಥಿಗಳು ಹಾಗೂ ಚಾಲಕ ಸೇರಿ ನಾಲ್ವರು ಭೀಕರ ಅಪಘಾತದಲ್ಲಿ ಸಾವನ್ನಪ್ಪಿದ ಘಟನೆ ಸಿಂಧನೂರು ಬಳಿ ನಡೆದಿದೆ. [685,550,941,564]
paragraph: ಹೈಕೋರ್ಟ್ ನೀಡಿದ್ದ ಜಾಮೀನು ಆದೇಶ ಪ್ರಶ್ನಿಸಿ ರಾಜ್ಯ ಸರ್ಕಾರ ಮೇಲ್ಮನವಿ ಸಲ್ಲಿಸಿತ್ತು. ಪ್ರಕರಣದ ಸಾಕ್ಷ್ಯಗಳು, ಚಾರ್ಜ್‌ಶೀಟ್ ಪ್ರತಿ ಹಾಗೂ ತಾಂತ್ರಿಕ ಸಾಕ್ಷ್ಯಾಧಾರಗಳನ್ನು ದಾಖಲೆಯಲ್ಲಿ ಸೇರಿಸಲಾಗಿದೆ. [442,658,676,672]
headline: ಹೆಬ್ಬಾಳ್ಕರ್ ಕಾರನ್ನು ಬಟ್ಟೆ ಹಾಕಿ ಮುಚ್ಚಿದ್ದು ಯಾಕೆ? [29,412,176,446]
headline: ಕ್ವೀನ್ ಚಿಟ್ [83,1036,133,1050]
paragraph: ಮಂತ್ರಾಲಯದಿಂದ ಹಂಪಿಗೆ ಆರಾಧನಾ ಮಹೋತ್ಸವಕ್ಕೆ ತೆರಳುತ್ತಿದ್ದ ಕ್ರೂಸರ್ ವಾಹನ ಪಲ್ಟಿಯಾಗಿ ಈ ದುರಂತ ಸಂಭವಿಸಿದೆ. ಗಾಯಗೊಂಡ ಇತರ ವಿದ್ಯಾರ್ಥಿಗಳನ್ನು ಆಸ್ಪತ್ರೆಗೆ ದಾಖಲಿಸಲಾಗಿದೆ. [685,689,941,704]
accused-photo-2 [877,160,939,240]
page-number: 2 [6,0,37,51]
paragraph: ಧಾರವಾಡ: ಕರ್ನಾಟಕ ವಿಶ್ವವಿದ್ಯಾಲಯದ ಪದವಿ ಕನ್ನಡ ಪಠ್ಯ ಪುಸ್ತಕ ವಿವಾದಕ್ಕೆ ಕಾರಣವಾಗಿದೆ. ಪಠ್ಯದಲ್ಲಿ ಆಕ್ಷೇಪಾರ್ಹ ವಿಷಯಗಳಿವೆ ಎಂದು ಹಲವು ಸಂಘಟನೆಗಳು ಆರೋಪಿಸಿವೆ. [656,1178,796,1200]
paragraph: ಈ ಕುರಿತು ಮಾಧ್ಯಮಗಳಲ್ಲಿ ಬರುತ್ತಿರುವ ವರದಿಗಳು ಆಧಾರ ರಹಿತ. ಸರ್ಕಾರ ಸುಭದ್ರವಾಗಿದ್ದು, ಅಭಿವೃದ್ಧಿ ಕಾರ್ಯಗಳತ್ತ ಗಮನ ಹರಿಸಿದೆ. ವಿರೋಧ ಪಕ್ಷಗಳು ಅನಗತ್ಯ ಗೊಂದಲ ಸೃಷ್ಟಿಸುತ್ತಿವೆ ಎಂದು ಆರೋಪಿಸಿದರು. [6,1088,210,1102]
article-khata [208,344,434,790]
paragraph: ಮೊಬೈಲ್ ಕರೆ ವಿವರ ಆಧರಿಸಿ ಪೊಲೀಸರು ತನಿಖೆ ನಡೆಸಿದಾಗ ಪ್ರಕರಣ ಬಯಲಾಗಿದೆ. ಮತ್ತಷ್ಟು ಆರೋಪಿಗಳ ಪತ್ತೆಗೆ ಶೋಧ ಕಾರ್ಯ ಮುಂದುವರಿದಿದೆ. [685,217,807,239]
textbook-photo [800,1180,840,1236]
paragraph: ಕೊಲೆಯಾದ ರೌಡಿಶೀಟರ್ ಬ್ರಿಜೇಶ್ ಎಂದು ಗುರುತಿಸಲಾಗಿದೆ. ಹಳೇ ದ್ವೇಷದ ಹಿನ್ನೆಲೆಯಲ್ಲಿ ಈ ಕೃತ್ಯ ನಡೆದಿದೆ ಎಂದು ಪೊಲೀಸರು ತಿಳಿಸಿದ್ದಾರೆ. ಆರೋಪಿಗಳು ಕೊಲೆ ಬಳಿಕ ಶವವನ್ನು ಕಾರಿನಲ್ಲಿ ತೆಗೆದುಕೊಂಡು ಹೋಗಿ ಸುಟ್ಟು ಹಾಕಿದ್ದರು. [685,184,807,214]
paragraph: ಅಧ್ಯಕ್ಷರ ಬದಲಾವಣೆ ವಿಚಾರವೂ ಸಭೆಯಲ್ಲಿ ಪ್ರಸ್ತಾಪವಾಗಿದ್ದು, ಹಲವು ನಾಯಕರು ಅಭಿಪ್ರಾಯ ವ್ಯಕ್ತಪಡಿಸಿದ್ದಾರೆ. ಹೈಕಮಾಂಡ್ ಅಂತಿಮ ನಿರ್ಧಾರ ತೆಗೆದುಕೊಳ್ಳಲಿದೆ. [366,272,514,286]
headline: ರೌಡಿಶೀಟರ್ ಪತ್ತೆ [724,60,902,96]
subheadline: ರಾಮುಲುಗೆ ರಾಧಾಮೋಹನ್ ದಾಸ್ ಕ್ಲಾಸ್! [303,101,581,126]
article-queen-chit [6,1036,210,1491]
paragraph: ಮಂತ್ರಾಲಯದಿಂದ ಹಂಪಿಗೆ ಆರಾಧನಾ ಮಹೋತ್ಸವಕ್ಕೆ ತೆರಳುತ್ತಿದ್ದ ಕ್ರೂಸರ್ ವಾಹನ ಪಲ್ಟಿಯಾಗಿ ಈ ದುರಂತ ಸಂಭವಿಸಿದೆ. ಗಾಯಗೊಂಡ ಇತರ ವಿದ್ಯಾರ್ಥಿಗಳನ್ನು ಆಸ್ಪತ್ರೆಗೆ ದಾಖಲಿಸಲಾಗಿದೆ. [757,592,941,606]
sambaragi-photo [129,448,199,566]
paragraph: ಬೆಂಗಳೂರು: ಕುಚಿಕು ಗೆಳೆಯರಾದ ಜನಾರ್ದನ ರೆಡ್ಡಿ ಹಾಗೂ ಶ್ರೀರಾಮುಲು ನಡುವಿನ ಮುನಿಸು ತಾರಕಕ್ಕೇರಿದೆ. ಕೋರ್ ಕಮಿಟಿ ಸಭೆಯ ಬಳಿಕ ಇಬ್ಬರ ನಡುವಿನ ಕಲಹ ಬಹಿರಂಗಗೊಂಡಿದೆ. [654,886,804,908]
paragraph: ತನ್ನ ಗುರುಗಳ ಮೇಲೆ ಕೋಪಗೊಂಡಿದ್ದ ವಿದ್ಯಾರ್ಥಿ, ನಿರ್ಧಾರವನ್ನು ಕೈಗೊಂಡ ಬಗ್ಗೆ ಹಲವು ವಿವರಗಳು ಲಭ್ಯವಾಗಿದ್ದು, ಪೊಲೀಸರು ತನಿಖೆ ಮುಂದುವರಿಸಿದ್ದಾರೆ. [216,1058,426,1072]
headline: ಅಪಘಾತದಲ್ಲಿ ವಿದ್ಯಾಪೀಠದ 3 ವಿದ್ಯಾರ್ಥಿಗಳು ಚಾಲಕ ಸಾವು [702,502,924,536]
